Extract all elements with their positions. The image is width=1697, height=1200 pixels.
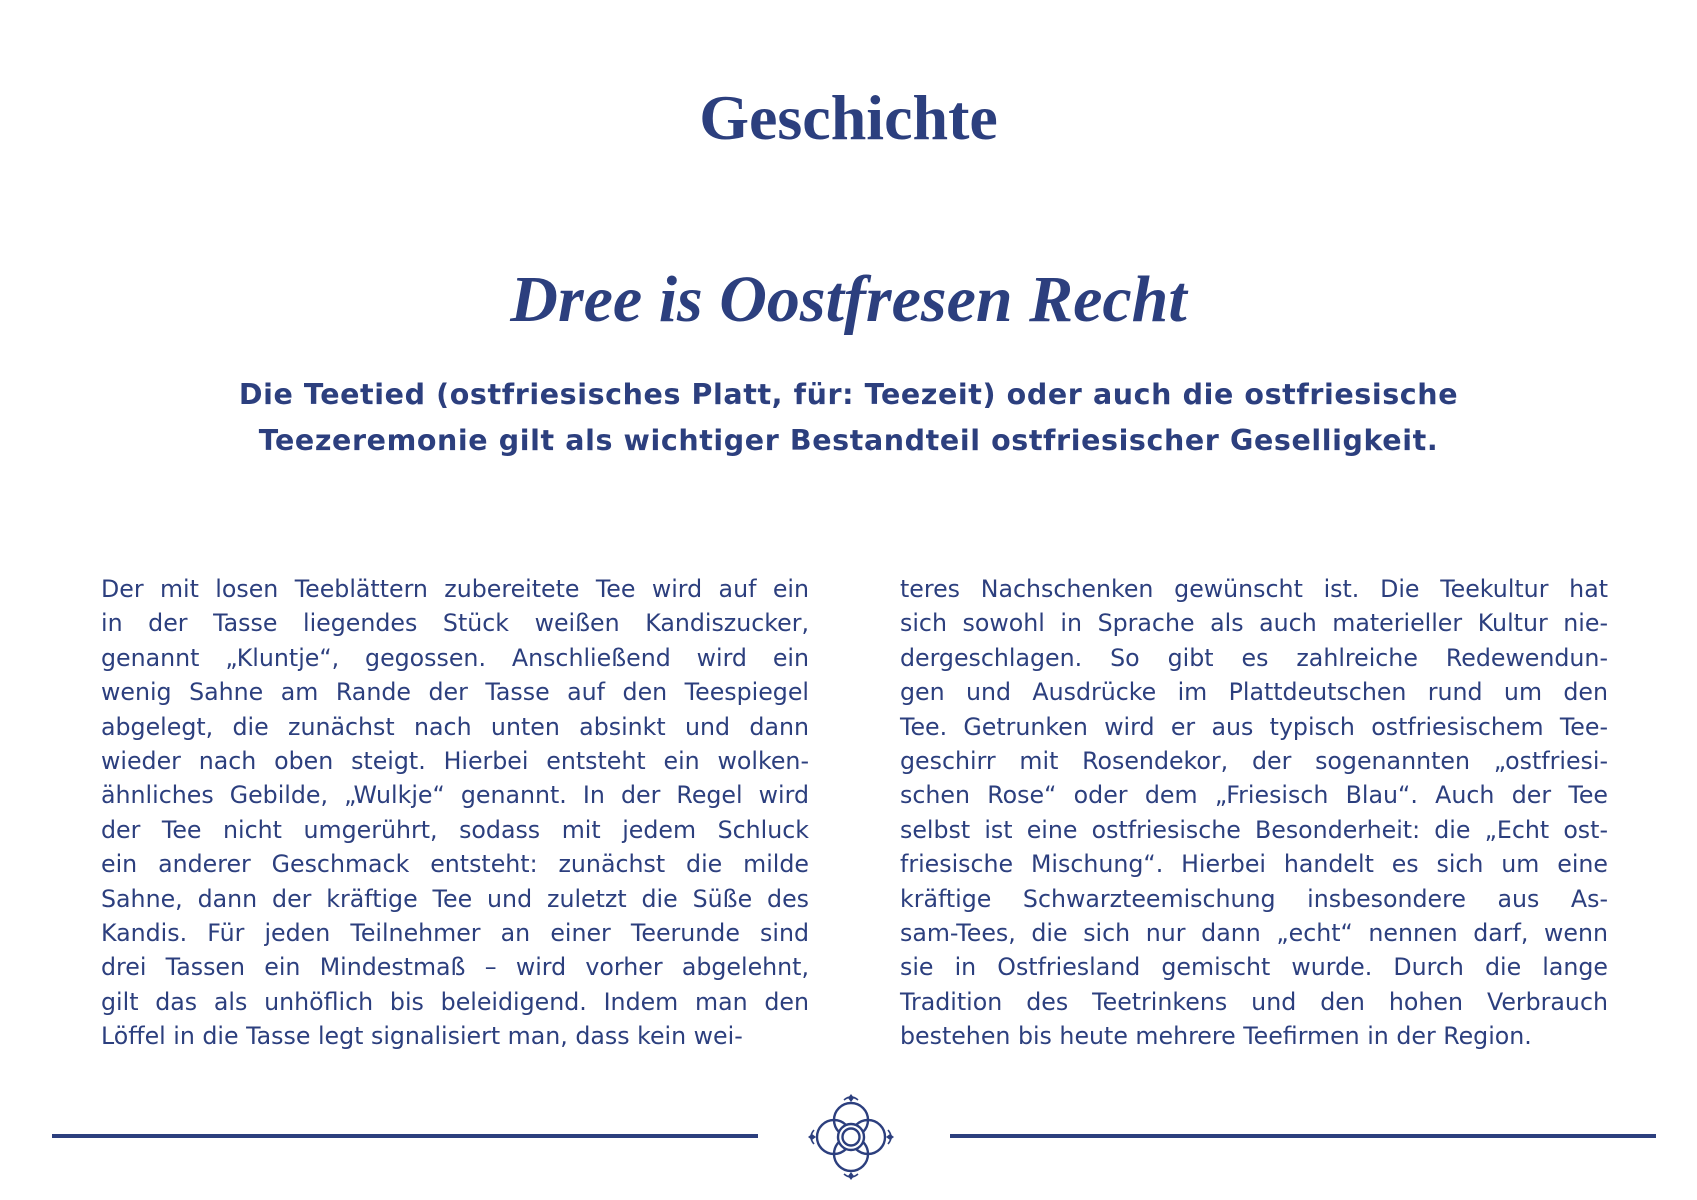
body-text-line: gilt das als unhöflich bis beleidigend. Indem man den <box>101 987 809 1016</box>
body-text-line: der Tee nicht umgerührt, sodass mit jedem Schluck <box>101 815 809 844</box>
lead-line: Die Teetied (ostfriesisches Platt, für: Teezeit) oder auch die ostfriesische <box>238 378 1459 411</box>
body-text-line: schen Rose“ oder dem „Friesisch Blau“. Auch der Tee <box>900 781 1608 810</box>
body-text-line: Kandis. Für jeden Teilnehmer an einer Teerunde sind <box>101 918 809 947</box>
body-text-line: sie in Ostfriesland gemischt wurde. Durch die lange <box>900 953 1608 982</box>
body-text-line: drei Tassen ein Mindestmaß – wird vorher abgelehnt, <box>101 953 809 982</box>
body-column-left <box>101 572 809 1053</box>
body-text-line: in der Tasse liegendes Stück weißen Kandiszucker, <box>101 609 809 638</box>
body-text-line: Tradition des Teetrinkens und den hohen Verbrauch <box>900 987 1608 1016</box>
body-text-line: abgelegt, die zunächst nach unten absinkt und dann <box>101 712 809 741</box>
body-text-line: dergeschlagen. So gibt es zahlreiche Redewendun- <box>900 643 1608 672</box>
page-title: Geschichte <box>699 82 998 153</box>
body-text-line: Tee. Getrunken wird er aus typisch ostfriesischem Tee- <box>900 712 1608 741</box>
body-text-line: Löffel in die Tasse legt signalisiert man, dass kein wei- <box>101 1022 743 1051</box>
page-subtitle: Dree is Oostfresen Recht <box>510 263 1187 336</box>
body-text-line: bestehen bis heute mehrere Teefirmen in der Region. <box>900 1022 1532 1051</box>
body-text-line: ähnliches Gebilde, „Wulkje“ genannt. In der Regel wird <box>101 781 809 810</box>
body-text-line: gen und Ausdrücke im Plattdeutschen rund um den <box>900 678 1608 707</box>
body-text-line: wenig Sahne am Rande der Tasse auf den Teespiegel <box>101 678 809 707</box>
body-text-line: sam-Tees, die sich nur dann „echt“ nennen darf, wenn <box>900 918 1608 947</box>
body-text-line: teres Nachschenken gewünscht ist. Die Teekultur hat <box>900 575 1608 603</box>
body-text-line: wieder nach oben steigt. Hierbei entsteht ein wolken- <box>101 746 809 775</box>
footer-rule-left <box>52 1134 758 1138</box>
body-text-line: selbst ist eine ostfriesische Besonderheit: die „Echt ost- <box>900 815 1608 844</box>
lead-paragraph <box>150 372 1547 464</box>
lead-line: Teezeremonie gilt als wichtiger Bestandteil ostfriesischer Geselligkeit. <box>258 424 1439 457</box>
body-text-line: Der mit losen Teeblättern zubereitete Tee wird auf ein <box>101 575 809 603</box>
body-text-line: ein anderer Geschmack entsteht: zunächst die milde <box>101 850 809 879</box>
body-text-line: friesische Mischung“. Hierbei handelt es sich um eine <box>900 850 1608 879</box>
body-text-line: geschirr mit Rosendekor, der sogenannten „ostfriesi- <box>900 746 1608 775</box>
body-column-right <box>900 572 1608 1053</box>
footer-rule-right <box>950 1134 1656 1138</box>
flower-ornament-icon <box>804 1090 898 1184</box>
body-text-line: genannt „Kluntje“, gegossen. Anschließend wird ein <box>101 643 809 672</box>
body-text-line: Sahne, dann der kräftige Tee und zuletzt die Süße des <box>101 884 809 913</box>
body-text-line: kräftige Schwarzteemischung insbesondere aus As- <box>900 884 1608 913</box>
body-text-line: sich sowohl in Sprache als auch materieller Kultur nie- <box>900 609 1608 638</box>
